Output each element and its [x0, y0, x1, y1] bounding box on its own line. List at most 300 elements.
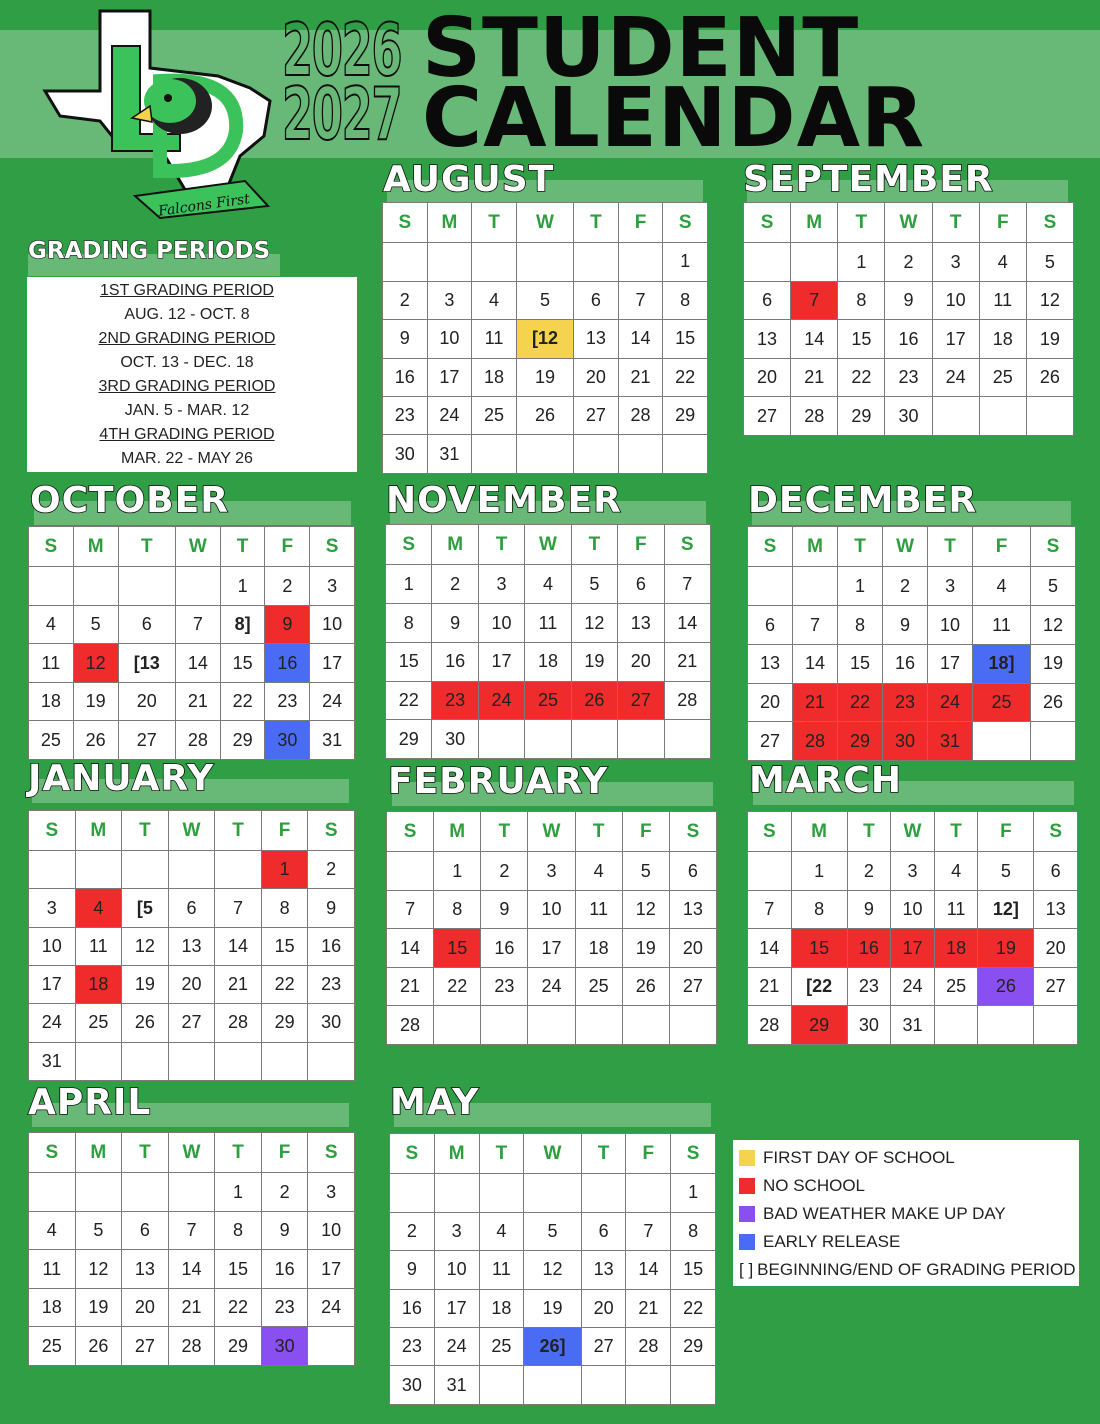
weekday-header: T: [574, 203, 619, 243]
day-cell: 7: [618, 281, 663, 319]
day-cell: 28: [664, 681, 710, 720]
day-cell: 26: [622, 967, 669, 1006]
day-cell: 14: [791, 320, 838, 359]
week-row: [29, 889, 355, 927]
week-row: [387, 1006, 717, 1045]
day-cell: 15: [386, 642, 432, 681]
day-cell: 26: [73, 721, 118, 760]
empty-day-cell: [1026, 397, 1073, 436]
page-title: [422, 1, 926, 166]
day-cell: 9: [432, 604, 478, 643]
day-cell: 23: [390, 1328, 435, 1366]
month-name-oct: OCTOBER: [30, 480, 229, 521]
day-cell: 20: [748, 683, 793, 722]
empty-day-cell: [75, 851, 122, 889]
week-row: [748, 644, 1076, 683]
day-cell: 9: [481, 890, 528, 929]
day-cell: 15: [663, 320, 708, 358]
day-cell: 25: [525, 681, 571, 720]
empty-day-cell: [478, 720, 524, 759]
first-day-swatch: [739, 1150, 755, 1166]
day-cell: 1: [261, 851, 308, 889]
day-cell: 30: [432, 720, 478, 759]
day-cell: 16: [390, 1289, 435, 1327]
day-cell: 21: [748, 967, 792, 1006]
day-cell: 6: [1034, 852, 1078, 891]
week-row: [390, 1366, 716, 1405]
weekday-header-row: [744, 203, 1074, 243]
day-cell: 6: [168, 889, 215, 927]
day-cell: 18: [575, 929, 622, 968]
day-cell: [12: [516, 320, 573, 358]
week-row: [29, 567, 355, 606]
weekday-header: M: [434, 812, 481, 852]
day-cell: 21: [626, 1289, 671, 1327]
weekday-header: W: [525, 525, 571, 565]
day-cell: 16: [481, 929, 528, 968]
day-cell: 10: [928, 606, 973, 645]
day-cell: 7: [168, 1211, 215, 1250]
day-cell: 14: [748, 929, 792, 968]
day-cell: 6: [574, 281, 619, 319]
day-cell: 24: [310, 682, 355, 721]
weekday-header: T: [122, 1133, 169, 1173]
empty-day-cell: [979, 397, 1026, 436]
weekday-header: S: [1034, 812, 1078, 852]
weekday-header: T: [838, 203, 885, 243]
day-cell: 3: [434, 1212, 479, 1250]
day-cell: 27: [618, 681, 664, 720]
weekday-header: T: [122, 811, 169, 851]
day-cell: 20: [581, 1289, 626, 1327]
weekday-header: W: [885, 203, 932, 243]
day-cell: 7: [664, 565, 710, 604]
month-name-feb: FEBRUARY: [388, 761, 609, 802]
day-cell: 28: [618, 397, 663, 435]
day-cell: 24: [427, 397, 472, 435]
day-cell: 20: [744, 358, 791, 397]
weekday-header: S: [664, 525, 710, 565]
day-cell: 30: [265, 721, 310, 760]
week-row: [383, 358, 708, 396]
day-cell: 20: [574, 358, 619, 396]
day-cell: 27: [669, 967, 716, 1006]
month-table-may: [389, 1133, 716, 1405]
day-cell: 5: [75, 1211, 122, 1250]
day-cell: 17: [891, 929, 935, 968]
day-cell: 2: [847, 852, 891, 891]
week-row: [744, 281, 1074, 320]
week-row: [29, 1042, 355, 1080]
day-cell: 22: [671, 1289, 716, 1327]
month-table-apr: [28, 1132, 355, 1366]
month-table-nov: [385, 524, 711, 759]
month-table-jan: [28, 810, 355, 1081]
weekday-header: M: [427, 203, 472, 243]
day-cell: 25: [934, 967, 978, 1006]
day-cell: 29: [671, 1328, 716, 1366]
weekday-header: F: [618, 203, 663, 243]
day-cell: 19: [622, 929, 669, 968]
weekday-header: M: [793, 527, 838, 567]
week-row: [29, 1327, 355, 1366]
day-cell: 12: [1026, 281, 1073, 320]
day-cell: 22: [386, 681, 432, 720]
empty-day-cell: [932, 397, 979, 436]
day-cell: 8]: [220, 605, 265, 644]
day-cell: 22: [220, 682, 265, 721]
day-cell: 28: [387, 1006, 434, 1045]
day-cell: 5: [73, 605, 118, 644]
day-cell: 28: [175, 721, 220, 760]
week-row: [383, 397, 708, 435]
day-cell: 26: [516, 397, 573, 435]
week-row: [748, 1006, 1078, 1045]
day-cell: 13: [744, 320, 791, 359]
day-cell: 10: [427, 320, 472, 358]
week-row: [29, 1211, 355, 1250]
weekday-header: T: [838, 527, 883, 567]
day-cell: 25: [75, 1004, 122, 1042]
day-cell: [13: [118, 644, 175, 683]
day-cell: 3: [427, 281, 472, 319]
empty-day-cell: [748, 567, 793, 606]
day-cell: 26: [75, 1327, 122, 1366]
day-cell: 3: [29, 889, 76, 927]
day-cell: 8: [838, 281, 885, 320]
weekday-header: W: [524, 1134, 581, 1174]
week-row: [387, 852, 717, 891]
day-cell: 31: [29, 1042, 76, 1080]
day-cell: 16: [308, 927, 355, 965]
day-cell: 5: [516, 281, 573, 319]
day-cell: 29: [220, 721, 265, 760]
day-cell: 29: [663, 397, 708, 435]
bracket-symbol: [ ]: [739, 1260, 754, 1279]
day-cell: 5: [571, 565, 617, 604]
day-cell: 14: [215, 927, 262, 965]
day-cell: 1: [215, 1173, 262, 1212]
weekday-header: M: [791, 812, 847, 852]
week-row: [744, 358, 1074, 397]
day-cell: 12: [75, 1250, 122, 1289]
legend-label: BEGINNING/END OF GRADING PERIOD: [757, 1260, 1076, 1279]
month-name-dec: DECEMBER: [748, 480, 978, 521]
week-row: [29, 605, 355, 644]
weekday-header: F: [622, 812, 669, 852]
day-cell: 14: [664, 604, 710, 643]
day-cell: 4: [973, 567, 1031, 606]
day-cell: 25: [472, 397, 517, 435]
day-cell: 2: [390, 1212, 435, 1250]
month-name-nov: NOVEMBER: [386, 480, 622, 521]
week-row: [744, 320, 1074, 359]
legend-label: EARLY RELEASE: [763, 1232, 901, 1251]
legend-early-release: [739, 1230, 900, 1254]
empty-day-cell: [664, 720, 710, 759]
day-cell: 21: [618, 358, 663, 396]
month-name-aug: AUGUST: [383, 159, 555, 200]
day-cell: 24: [528, 967, 575, 1006]
weekday-header: T: [932, 203, 979, 243]
empty-day-cell: [29, 567, 74, 606]
day-cell: 6: [744, 281, 791, 320]
weekday-header: S: [386, 525, 432, 565]
empty-day-cell: [122, 1173, 169, 1212]
empty-day-cell: [168, 1042, 215, 1080]
legend: [733, 1140, 1079, 1286]
day-cell: 24: [29, 1004, 76, 1042]
legend-grading-bracket: [739, 1258, 1075, 1282]
day-cell: 20: [669, 929, 716, 968]
day-cell: 1: [386, 565, 432, 604]
weekday-header: S: [390, 1134, 435, 1174]
day-cell: 5: [978, 852, 1034, 891]
week-row: [390, 1251, 716, 1289]
month-table-sep: [743, 202, 1074, 436]
empty-day-cell: [390, 1174, 435, 1212]
weekday-header: T: [118, 527, 175, 567]
week-row: [387, 929, 717, 968]
day-cell: 8: [791, 890, 847, 929]
grading-periods-box: [27, 277, 357, 472]
day-cell: 8: [215, 1211, 262, 1250]
week-row: [386, 681, 711, 720]
day-cell: 22: [215, 1288, 262, 1327]
empty-day-cell: [472, 435, 517, 474]
day-cell: 6: [122, 1211, 169, 1250]
month-name-mar: MARCH: [749, 760, 902, 801]
title-line-2: CALENDAR: [422, 71, 926, 166]
day-cell: 30: [383, 435, 428, 474]
weekday-header-row: [29, 1133, 355, 1173]
weekday-header-row: [748, 527, 1076, 567]
weekday-header: T: [478, 525, 524, 565]
day-cell: 13: [1034, 890, 1078, 929]
day-cell: 27: [168, 1004, 215, 1042]
empty-day-cell: [626, 1174, 671, 1212]
empty-day-cell: [516, 435, 573, 474]
weekday-header: T: [215, 1133, 262, 1173]
weekday-header-row: [383, 203, 708, 243]
day-cell: 15: [434, 929, 481, 968]
week-row: [386, 642, 711, 681]
grading-period-1-dates: AUG. 12 - OCT. 8: [124, 306, 250, 323]
week-row: [748, 852, 1078, 891]
day-cell: 4: [472, 281, 517, 319]
day-cell: 25: [29, 721, 74, 760]
day-cell: 21: [791, 358, 838, 397]
weekday-header: F: [265, 527, 310, 567]
week-row: [748, 606, 1076, 645]
month-name-apr: APRIL: [28, 1082, 152, 1123]
weekday-header: F: [626, 1134, 671, 1174]
day-cell: 25: [479, 1328, 524, 1366]
empty-day-cell: [934, 1006, 978, 1045]
day-cell: 25: [575, 967, 622, 1006]
weekday-header: S: [29, 1133, 76, 1173]
day-cell: 17: [478, 642, 524, 681]
empty-day-cell: [793, 567, 838, 606]
day-cell: 2: [481, 852, 528, 891]
weekday-header: S: [744, 203, 791, 243]
day-cell: 12: [122, 927, 169, 965]
day-cell: 17: [427, 358, 472, 396]
day-cell: 10: [434, 1251, 479, 1289]
day-cell: 30: [261, 1327, 308, 1366]
day-cell: 23: [265, 682, 310, 721]
day-cell: 3: [310, 567, 355, 606]
day-cell: 17: [932, 320, 979, 359]
week-row: [390, 1174, 716, 1212]
week-row: [744, 397, 1074, 436]
day-cell: 5: [1030, 567, 1075, 606]
day-cell: 27: [122, 1327, 169, 1366]
day-cell: 24: [308, 1288, 355, 1327]
day-cell: 27: [1034, 967, 1078, 1006]
day-cell: 11: [29, 644, 74, 683]
day-cell: 31: [310, 721, 355, 760]
month-table-dec: [747, 526, 1076, 761]
weekday-header: T: [215, 811, 262, 851]
weekday-header: S: [663, 203, 708, 243]
empty-day-cell: [29, 1173, 76, 1212]
weekday-header: T: [472, 203, 517, 243]
day-cell: 13: [748, 644, 793, 683]
day-cell: 12: [73, 644, 118, 683]
empty-day-cell: [481, 1006, 528, 1045]
grading-period-3-dates: JAN. 5 - MAR. 12: [124, 402, 250, 419]
day-cell: 23: [308, 966, 355, 1004]
day-cell: 19: [75, 1288, 122, 1327]
week-row: [29, 1004, 355, 1042]
day-cell: 10: [478, 604, 524, 643]
day-cell: 9: [265, 605, 310, 644]
day-cell: 28: [791, 397, 838, 436]
legend-bad-weather: [739, 1202, 1006, 1226]
day-cell: 4: [525, 565, 571, 604]
weekday-header: M: [75, 811, 122, 851]
day-cell: 30: [883, 722, 928, 761]
day-cell: 19: [73, 682, 118, 721]
month-table-oct: [28, 526, 355, 760]
week-row: [390, 1289, 716, 1327]
day-cell: 11: [472, 320, 517, 358]
weekday-header: W: [528, 812, 575, 852]
week-row: [29, 644, 355, 683]
day-cell: 8: [671, 1212, 716, 1250]
day-cell: 7: [175, 605, 220, 644]
day-cell: 11: [979, 281, 1026, 320]
empty-day-cell: [122, 851, 169, 889]
month-table-feb: [386, 811, 717, 1045]
day-cell: 18: [75, 966, 122, 1004]
week-row: [748, 929, 1078, 968]
month-name-sep: SEPTEMBER: [743, 159, 994, 200]
day-cell: 21: [215, 966, 262, 1004]
empty-day-cell: [669, 1006, 716, 1045]
day-cell: 30: [885, 397, 932, 436]
day-cell: 3: [891, 852, 935, 891]
week-row: [29, 721, 355, 760]
day-cell: 23: [261, 1288, 308, 1327]
empty-day-cell: [479, 1174, 524, 1212]
day-cell: 13: [574, 320, 619, 358]
day-cell: 11: [934, 890, 978, 929]
day-cell: 27: [748, 722, 793, 761]
day-cell: 11: [75, 927, 122, 965]
empty-day-cell: [575, 1006, 622, 1045]
empty-day-cell: [618, 243, 663, 281]
day-cell: 9: [261, 1211, 308, 1250]
empty-day-cell: [581, 1174, 626, 1212]
week-row: [383, 243, 708, 281]
empty-day-cell: [516, 243, 573, 281]
day-cell: 8: [434, 890, 481, 929]
weekday-header: S: [29, 811, 76, 851]
day-cell: 3: [308, 1173, 355, 1212]
empty-day-cell: [387, 852, 434, 891]
day-cell: 10: [310, 605, 355, 644]
weekday-header: T: [220, 527, 265, 567]
weekday-header: T: [934, 812, 978, 852]
empty-day-cell: [978, 1006, 1034, 1045]
day-cell: 24: [932, 358, 979, 397]
day-cell: 1: [220, 567, 265, 606]
day-cell: 19: [524, 1289, 581, 1327]
weekday-header: S: [1026, 203, 1073, 243]
day-cell: 26: [1030, 683, 1075, 722]
empty-day-cell: [748, 852, 792, 891]
day-cell: 2: [383, 281, 428, 319]
empty-day-cell: [122, 1042, 169, 1080]
weekday-header: W: [168, 1133, 215, 1173]
day-cell: 9: [883, 606, 928, 645]
day-cell: 5: [1026, 243, 1073, 282]
day-cell: 27: [744, 397, 791, 436]
empty-day-cell: [118, 567, 175, 606]
month-table-aug: [382, 202, 708, 474]
day-cell: 26: [978, 967, 1034, 1006]
weekday-header: T: [571, 525, 617, 565]
day-cell: 24: [478, 681, 524, 720]
day-cell: 19: [122, 966, 169, 1004]
empty-day-cell: [524, 1366, 581, 1405]
day-cell: 2: [885, 243, 932, 282]
empty-day-cell: [1034, 1006, 1078, 1045]
month-table-mar: [747, 811, 1078, 1045]
day-cell: 8: [663, 281, 708, 319]
weekday-header: S: [383, 203, 428, 243]
day-cell: 17: [29, 966, 76, 1004]
weekday-header: T: [575, 812, 622, 852]
grading-period-2-dates: OCT. 13 - DEC. 18: [120, 354, 254, 371]
week-row: [386, 604, 711, 643]
week-row: [387, 967, 717, 1006]
weekday-header: S: [308, 811, 355, 851]
day-cell: 12: [571, 604, 617, 643]
day-cell: 11: [973, 606, 1031, 645]
day-cell: 6: [581, 1212, 626, 1250]
weekday-header: T: [481, 812, 528, 852]
empty-day-cell: [622, 1006, 669, 1045]
day-cell: 12]: [978, 890, 1034, 929]
day-cell: 7: [748, 890, 792, 929]
grading-period-2-label: 2ND GRADING PERIOD: [98, 330, 276, 347]
day-cell: 31: [891, 1006, 935, 1045]
empty-day-cell: [525, 720, 571, 759]
empty-day-cell: [472, 243, 517, 281]
